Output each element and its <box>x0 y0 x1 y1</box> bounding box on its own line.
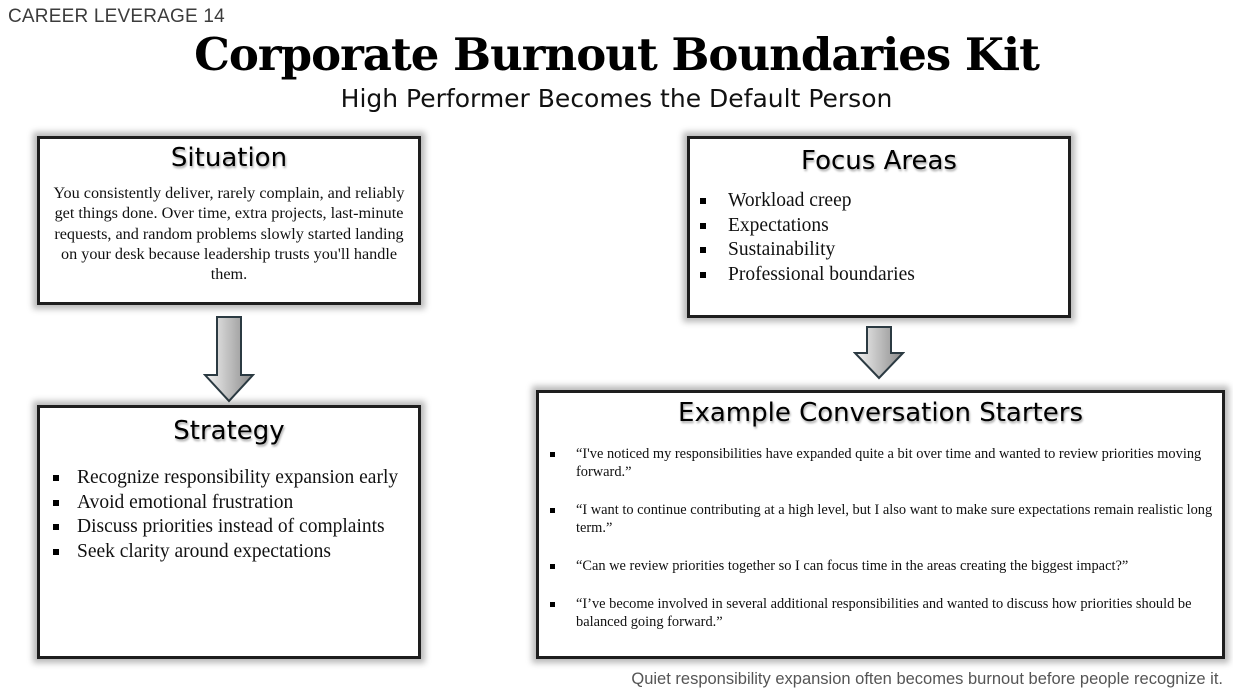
list-item: “I’ve become involved in several additional responsibilities and wanted to discuss how priorities should be balanced going forward.” <box>576 595 1214 631</box>
list-item: “I want to continue contributing at a high level, but I also want to make sure expectations remain realistic long term.” <box>576 502 1213 536</box>
page-title: Corporate Burnout Boundaries Kit <box>194 28 1039 81</box>
footer-note: Quiet responsibility expansion often becomes burnout before people recognize it. <box>631 670 1223 688</box>
page-subtitle: High Performer Becomes the Default Person <box>340 84 893 113</box>
list-item: Workload creep <box>728 189 1068 214</box>
situation-body: You consistently deliver, rarely complain, and reliably get things done. Over time, extra projects, last-minute requests, and random problems slowly started landing on your desk because leadership trusts you'll handle them. <box>53 184 405 284</box>
list-item: Expectations <box>728 214 1068 239</box>
list-item: Avoid emotional frustration <box>77 491 400 516</box>
list-item: “Can we review priorities together so I can focus time in the areas creating the biggest impact?” <box>576 557 1214 575</box>
list-item: Recognize responsibility expansion early <box>77 466 400 491</box>
conversation-starters-list <box>576 445 1214 631</box>
list-item: “I've noticed my responsibilities have expanded quite a bit over time and wanted to review priorities moving forward.” <box>576 445 1214 481</box>
conversation-starters-card <box>536 390 1225 659</box>
list-item: Sustainability <box>728 238 1068 263</box>
focus-areas-heading: Focus Areas <box>801 146 957 176</box>
strategy-list <box>77 466 400 565</box>
strategy-heading: Strategy <box>173 416 285 446</box>
tagline: CAREER LEVERAGE 14 <box>8 6 225 27</box>
list-item: Professional boundaries <box>728 263 1068 288</box>
strategy-card <box>37 405 421 659</box>
conversation-starters-heading: Example Conversation Starters <box>678 398 1083 428</box>
list-item: Discuss priorities instead of complaints <box>77 515 400 540</box>
arrow-down-icon <box>853 325 905 380</box>
focus-areas-list <box>728 189 1068 288</box>
situation-card <box>37 136 421 305</box>
situation-heading: Situation <box>170 143 288 173</box>
arrow-down-icon <box>203 315 255 403</box>
list-item: Seek clarity around expectations <box>77 540 400 565</box>
focus-areas-card <box>687 136 1071 318</box>
